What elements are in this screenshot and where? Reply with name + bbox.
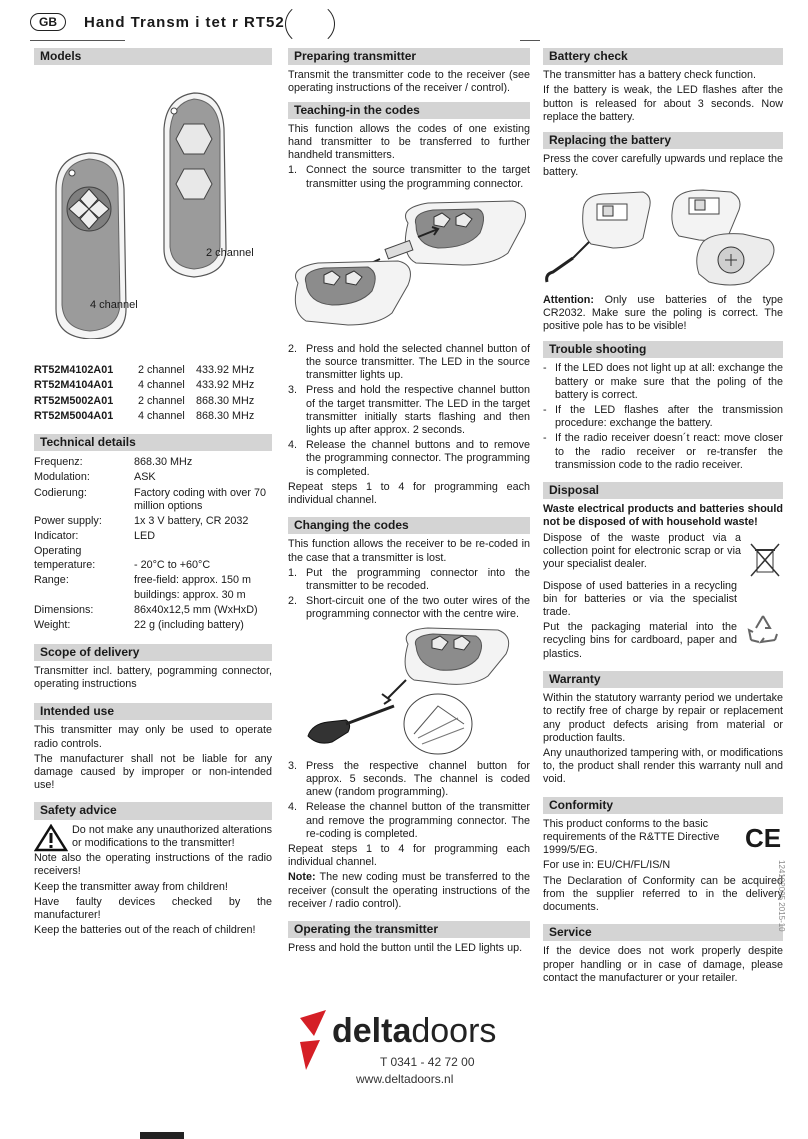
safety-heading: Safety advice [34,802,272,819]
side-print-code: 124192005 2015-10 [777,860,786,932]
list-item: - If the radio receiver doesn´t react: move closer to the radio receiver or re-transfer the transmission code to the radio receiver. [543,432,783,471]
trouble-list [543,362,783,472]
intended-text-1: This transmitter may only be used to operate radio controls. [34,724,272,750]
conformity-text-2: For use in: EU/CH/FL/IS/N [543,859,671,872]
page-header [30,6,285,38]
teaching-illustration [288,193,530,343]
caption-2-channel: 2 channel [206,247,254,260]
remote-controls-icon [34,69,272,339]
list-item: 4. Release the channel buttons and to remove the programming connector. The programming is completed. [288,439,530,478]
column-right [543,48,783,987]
recycle-icon [743,610,783,650]
battery-heading: Battery check [543,48,783,65]
teaching-repeat: Repeat steps 1 to 4 for programming each individual channel. [288,480,530,507]
column-middle [288,48,530,957]
table-row: Operating temperature: - 20°C to +60°C [34,545,211,571]
safety-text-4: Keep the batteries out of the reach of children! [34,924,256,937]
disposal-heading: Disposal [543,482,783,499]
list-item: 3. Press and hold the respective channel button of the target transmitter. The LED in the target transmitter initially starts flashing and then lights up after approx. 2 seconds. [288,384,530,437]
column-left [34,48,272,939]
disposal-block-2 [543,580,783,663]
warning-icon [34,824,68,852]
table-row: RT52M5004A01 4 channel 868.30 MHz [34,409,255,422]
table-row: Indicator: LED [34,530,156,543]
table-row: Modulation: ASK [34,471,156,484]
trouble-heading: Trouble shooting [543,341,783,358]
warranty-heading: Warranty [543,671,783,688]
conformity-text-1: This product conforms to the basic requirements of the R&TTE Directive 1999/5/EG. [543,817,720,857]
page-title: Hand Transm i tet r RT52 [84,13,285,31]
connector-illustration-icon [288,193,530,343]
safety-text-3: Have faulty devices checked by the manufacturer! [34,895,272,921]
models-heading: Models [34,48,272,65]
changing-steps-a [288,567,530,622]
replacing-attention: Attention: Only use batteries of the type CR2032. Make sure the poling is correct. The positive pole has to be visible! [543,293,783,333]
tech-table [34,455,272,633]
preparing-text: Transmit the transmitter code to the receiver (see operating instructions of the receiver / control). [288,69,530,95]
header-bracket [285,2,335,46]
teaching-steps-a [288,164,530,190]
service-text: If the device does not work properly despite proper handling or in case of damage, please contact the manufacturer or your retailer. [543,945,783,984]
table-row: Frequenz: 868.30 MHz [34,456,193,469]
list-item: 1. Connect the source transmitter to the target transmitter using the programming connector. [288,164,530,190]
language-badge: GB [30,13,66,31]
footer-bar [140,1132,184,1139]
table-row: Power supply: 1x 3 V battery, CR 2032 [34,515,249,528]
list-item: - If the LED does not light up at all: exchange the battery or make sure that the poling of the battery is correct. [543,362,783,401]
disposal-warning: Waste electrical products and batteries should not be disposed of with household waste! [543,503,783,529]
scope-text: Transmitter incl. battery, pogramming connector, operating instructions [34,664,272,691]
conformity-heading: Conformity [543,797,783,814]
table-row: Dimensions: 86x40x12,5 mm (WxHxD) [34,604,258,617]
disposal-text-3: Put the packaging material into the recycling bins for cardboard, paper and plastics. [543,621,737,660]
disposal-block-1 [543,532,783,580]
models-table [34,363,254,424]
table-row: buildings: approx. 30 m [134,589,246,602]
conformity-text-3: The Declaration of Conformity can be acquired from the supplier referred to in the delivery documents. [543,874,783,913]
conformity-block [543,818,783,860]
changing-repeat: Repeat steps 1 to 4 for programming each individual channel. [288,842,530,869]
safety-text-1: Note also the operating instructions of the radio receivers! [34,852,272,878]
list-item: - If the LED flashes after the transmission procedure: exchange the battery. [543,404,783,430]
teaching-steps-b [288,343,530,479]
tech-heading: Technical details [34,434,272,451]
remotes-illustration [34,69,272,339]
replacing-illustration [543,182,783,290]
replacing-heading: Replacing the battery [543,132,783,149]
disposal-text-2: Dispose of used batteries in a recycling bin for batteries or via the specialist trade. [543,579,737,619]
service-heading: Service [543,924,783,941]
battery-text-1: The transmitter has a battery check function. [543,69,757,82]
header-rule-left [30,40,125,41]
changing-heading: Changing the codes [288,517,530,534]
battery-replacement-icon [543,182,783,290]
table-row: RT52M5002A01 2 channel 868.30 MHz [34,394,255,407]
preparing-heading: Preparing transmitter [288,48,530,65]
table-row: RT52M4102A01 2 channel 433.92 MHz [34,364,255,377]
caption-4-channel: 4 channel [90,299,138,312]
table-row: Weight: 22 g (including battery) [34,619,244,632]
replacing-text: Press the cover carefully upwards und replace the battery. [543,153,783,179]
screwdriver-illustration-icon [288,624,530,760]
operating-text: Press and hold the button until the LED lights up. [288,942,523,955]
list-item: 2. Press and hold the selected channel button of the source transmitter. The LED in the source transmitter lights up. [288,342,530,382]
warranty-text-1: Within the statutory warranty period we undertake to rectify free of charge by repair or replacement any product defects arising from material or production faults. [543,692,783,744]
list-item: 4. Release the channel button of the transmitter and remove the programming connector. The re-coding is completed. [288,801,530,840]
safety-text-2: Keep the transmitter away from children! [34,880,228,893]
brand-phone: T 0341 - 42 72 00 [380,1055,475,1069]
safety-warning [34,824,272,852]
list-item: 3. Press the respective channel button for approx. 5 seconds. The channel is coded anew (random programming). [288,759,530,799]
safety-warning-text: Do not make any unauthorized alterations or modifications to the transmitter! [72,823,272,849]
teaching-heading: Teaching-in the codes [288,102,530,119]
teaching-intro: This function allows the codes of one existing hand transmitter to be transferred to further handheld transmitters. [288,122,530,162]
changing-steps-b [288,760,530,841]
intended-heading: Intended use [34,703,272,720]
brand-name: deltadoors [332,1012,497,1050]
changing-intro: This function allows the receiver to be re-coded in the case that a transmitter is lost. [288,538,530,564]
list-item: 1. Put the programming connector into the transmitter to be recoded. [288,566,530,593]
warranty-text-2: Any unauthorized tampering with, or modifications to, the product shall render this warranty null and void. [543,746,783,786]
table-row: RT52M4104A01 4 channel 433.92 MHz [34,379,255,392]
scope-heading: Scope of delivery [34,644,272,661]
list-item: 2. Short-circuit one of the two outer wires of the programming connector with the centre wire. [288,595,530,621]
changing-illustration [288,624,530,760]
battery-text-2: If the battery is weak, the LED flashes after the button is released for about 3 seconds. Now replace the battery. [543,84,783,123]
intended-text-2: The manufacturer shall not be liable for any damage caused by improper or non-intended use! [34,752,272,792]
brand-website: www.deltadoors.nl [356,1072,454,1086]
table-row: Codierung: Factory coding with over 70 million options [34,486,267,512]
ce-mark-icon: CE [745,822,782,853]
table-row: Range: free-field: approx. 150 m [34,573,252,586]
weee-bin-icon [747,540,783,580]
changing-note: Note: The new coding must be transferred to the receiver (consult the operating instructions of the receiver / radio control). [288,871,530,910]
operating-heading: Operating the transmitter [288,921,530,938]
header-rule-right [520,40,540,41]
disposal-text-1: Dispose of the waste product via a collection point for electronic scrap or via your specialist dealer. [543,531,741,571]
